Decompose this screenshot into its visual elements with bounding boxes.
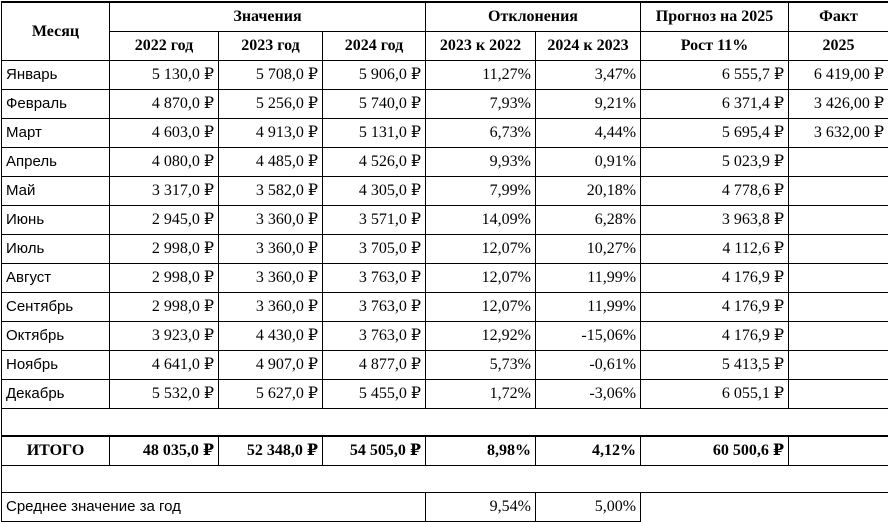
spacer-cell [323,466,426,493]
header-row-2 [2,32,888,61]
month-cell: Январь [2,61,110,90]
spacer-cell [536,466,641,493]
value-2022-cell: 2 998,0 ₽ [110,235,219,264]
total-dev-2023-2022: 8,98% [426,436,536,466]
value-2023-cell: 3 360,0 ₽ [219,293,323,322]
table-row [2,90,888,119]
spacer-cell [110,409,219,437]
table-row [2,235,888,264]
month-cell: Октябрь [2,322,110,351]
fact-2025-cell [789,177,888,206]
header-month: Месяц [2,2,110,61]
total-forecast: 60 500,6 ₽ [641,436,789,466]
spacer-cell [641,466,789,493]
spacer-cell [323,409,426,437]
value-2024-cell: 5 131,0 ₽ [323,119,426,148]
month-cell: Апрель [2,148,110,177]
average-empty [641,493,789,522]
header-2023: 2023 год [219,32,323,61]
forecast-cell: 6 555,7 ₽ [641,61,789,90]
spacer-cell [2,466,110,493]
month-cell: Июль [2,235,110,264]
table-row [2,206,888,235]
table-row [2,380,888,409]
value-2022-cell: 4 603,0 ₽ [110,119,219,148]
fact-2025-cell [789,206,888,235]
value-2023-cell: 5 708,0 ₽ [219,61,323,90]
value-2024-cell: 4 305,0 ₽ [323,177,426,206]
forecast-cell: 4 112,6 ₽ [641,235,789,264]
header-fact-2025: 2025 [789,32,888,61]
month-cell: Февраль [2,90,110,119]
table-row [2,351,888,380]
spacer-cell [641,409,789,437]
header-forecast-group: Прогноз на 2025 [641,2,789,32]
dev-2024-2023-cell: 0,91% [536,148,641,177]
month-cell: Март [2,119,110,148]
dev-2024-2023-cell: 11,99% [536,264,641,293]
dev-2023-2022-cell: 5,73% [426,351,536,380]
dev-2024-2023-cell: -0,61% [536,351,641,380]
forecast-cell: 6 055,1 ₽ [641,380,789,409]
month-cell: Май [2,177,110,206]
value-2022-cell: 4 870,0 ₽ [110,90,219,119]
value-2023-cell: 4 430,0 ₽ [219,322,323,351]
header-row-1 [2,2,888,32]
fact-2025-cell [789,235,888,264]
dev-2023-2022-cell: 7,99% [426,177,536,206]
header-dev-2024-2023: 2024 к 2023 [536,32,641,61]
value-2024-cell: 5 740,0 ₽ [323,90,426,119]
month-cell: Июнь [2,206,110,235]
dev-2024-2023-cell: 20,18% [536,177,641,206]
header-dev-2023-2022: 2023 к 2022 [426,32,536,61]
average-dev-2023-2022: 9,54% [426,493,536,522]
value-2022-cell: 3 923,0 ₽ [110,322,219,351]
value-2023-cell: 3 582,0 ₽ [219,177,323,206]
value-2022-cell: 4 080,0 ₽ [110,148,219,177]
value-2022-cell: 2 998,0 ₽ [110,264,219,293]
spacer-cell [789,409,888,437]
sales-table [1,1,888,522]
spacer-cell [426,409,536,437]
dev-2024-2023-cell: 10,27% [536,235,641,264]
month-cell: Сентябрь [2,293,110,322]
fact-2025-cell [789,322,888,351]
dev-2023-2022-cell: 9,93% [426,148,536,177]
dev-2023-2022-cell: 12,07% [426,264,536,293]
forecast-cell: 4 176,9 ₽ [641,264,789,293]
table-row [2,293,888,322]
fact-2025-cell [789,293,888,322]
forecast-cell: 4 176,9 ₽ [641,322,789,351]
fact-2025-cell: 3 426,00 ₽ [789,90,888,119]
value-2024-cell: 5 455,0 ₽ [323,380,426,409]
value-2022-cell: 2 998,0 ₽ [110,293,219,322]
header-2022: 2022 год [110,32,219,61]
forecast-cell: 4 778,6 ₽ [641,177,789,206]
month-cell: Август [2,264,110,293]
spacer-cell [536,409,641,437]
spacer-row [2,409,888,437]
dev-2024-2023-cell: 11,99% [536,293,641,322]
total-dev-2024-2023: 4,12% [536,436,641,466]
spacer-cell [219,466,323,493]
forecast-cell: 5 023,9 ₽ [641,148,789,177]
fact-2025-cell [789,148,888,177]
table-row [2,177,888,206]
fact-2025-cell: 6 419,00 ₽ [789,61,888,90]
dev-2023-2022-cell: 14,09% [426,206,536,235]
value-2024-cell: 3 763,0 ₽ [323,264,426,293]
value-2023-cell: 5 256,0 ₽ [219,90,323,119]
dev-2023-2022-cell: 7,93% [426,90,536,119]
forecast-cell: 3 963,8 ₽ [641,206,789,235]
value-2023-cell: 3 360,0 ₽ [219,264,323,293]
dev-2024-2023-cell: 3,47% [536,61,641,90]
total-2024: 54 505,0 ₽ [323,436,426,466]
table-row [2,61,888,90]
spacer-cell [2,409,110,437]
total-fact [789,436,888,466]
value-2022-cell: 3 317,0 ₽ [110,177,219,206]
table-row [2,322,888,351]
value-2023-cell: 4 907,0 ₽ [219,351,323,380]
header-values-group: Значения [110,2,426,32]
value-2024-cell: 3 571,0 ₽ [323,206,426,235]
forecast-cell: 5 413,5 ₽ [641,351,789,380]
spacer-cell [789,466,888,493]
dev-2023-2022-cell: 12,07% [426,235,536,264]
month-cell: Ноябрь [2,351,110,380]
total-2023: 52 348,0 ₽ [219,436,323,466]
value-2024-cell: 5 906,0 ₽ [323,61,426,90]
value-2024-cell: 4 877,0 ₽ [323,351,426,380]
table-row [2,119,888,148]
dev-2023-2022-cell: 6,73% [426,119,536,148]
forecast-cell: 4 176,9 ₽ [641,293,789,322]
table-body [2,61,888,409]
dev-2024-2023-cell: 4,44% [536,119,641,148]
spacer-row [2,466,888,493]
dev-2023-2022-cell: 12,07% [426,293,536,322]
fact-2025-cell [789,351,888,380]
dev-2024-2023-cell: -15,06% [536,322,641,351]
forecast-cell: 5 695,4 ₽ [641,119,789,148]
value-2023-cell: 3 360,0 ₽ [219,235,323,264]
header-growth: Рост 11% [641,32,789,61]
average-row [2,493,888,522]
header-deviations-group: Отклонения [426,2,641,32]
fact-2025-cell [789,380,888,409]
total-label: ИТОГО [2,436,110,466]
value-2023-cell: 3 360,0 ₽ [219,206,323,235]
value-2024-cell: 3 763,0 ₽ [323,293,426,322]
value-2022-cell: 5 532,0 ₽ [110,380,219,409]
month-cell: Декабрь [2,380,110,409]
value-2024-cell: 4 526,0 ₽ [323,148,426,177]
spacer-cell [110,466,219,493]
dev-2023-2022-cell: 1,72% [426,380,536,409]
forecast-cell: 6 371,4 ₽ [641,90,789,119]
value-2022-cell: 2 945,0 ₽ [110,206,219,235]
spacer-cell [426,466,536,493]
dev-2024-2023-cell: 9,21% [536,90,641,119]
table-row [2,264,888,293]
dev-2023-2022-cell: 11,27% [426,61,536,90]
total-row [2,436,888,466]
dev-2024-2023-cell: 6,28% [536,206,641,235]
value-2024-cell: 3 705,0 ₽ [323,235,426,264]
header-fact-group: Факт [789,2,888,32]
average-label: Среднее значение за год [2,493,426,522]
spacer-cell [219,409,323,437]
dev-2024-2023-cell: -3,06% [536,380,641,409]
value-2023-cell: 5 627,0 ₽ [219,380,323,409]
fact-2025-cell [789,264,888,293]
header-2024: 2024 год [323,32,426,61]
value-2022-cell: 5 130,0 ₽ [110,61,219,90]
value-2023-cell: 4 913,0 ₽ [219,119,323,148]
value-2022-cell: 4 641,0 ₽ [110,351,219,380]
dev-2023-2022-cell: 12,92% [426,322,536,351]
value-2024-cell: 3 763,0 ₽ [323,322,426,351]
value-2023-cell: 4 485,0 ₽ [219,148,323,177]
average-dev-2024-2023: 5,00% [536,493,641,522]
table-row [2,148,888,177]
average-empty [789,493,888,522]
fact-2025-cell: 3 632,00 ₽ [789,119,888,148]
total-2022: 48 035,0 ₽ [110,436,219,466]
